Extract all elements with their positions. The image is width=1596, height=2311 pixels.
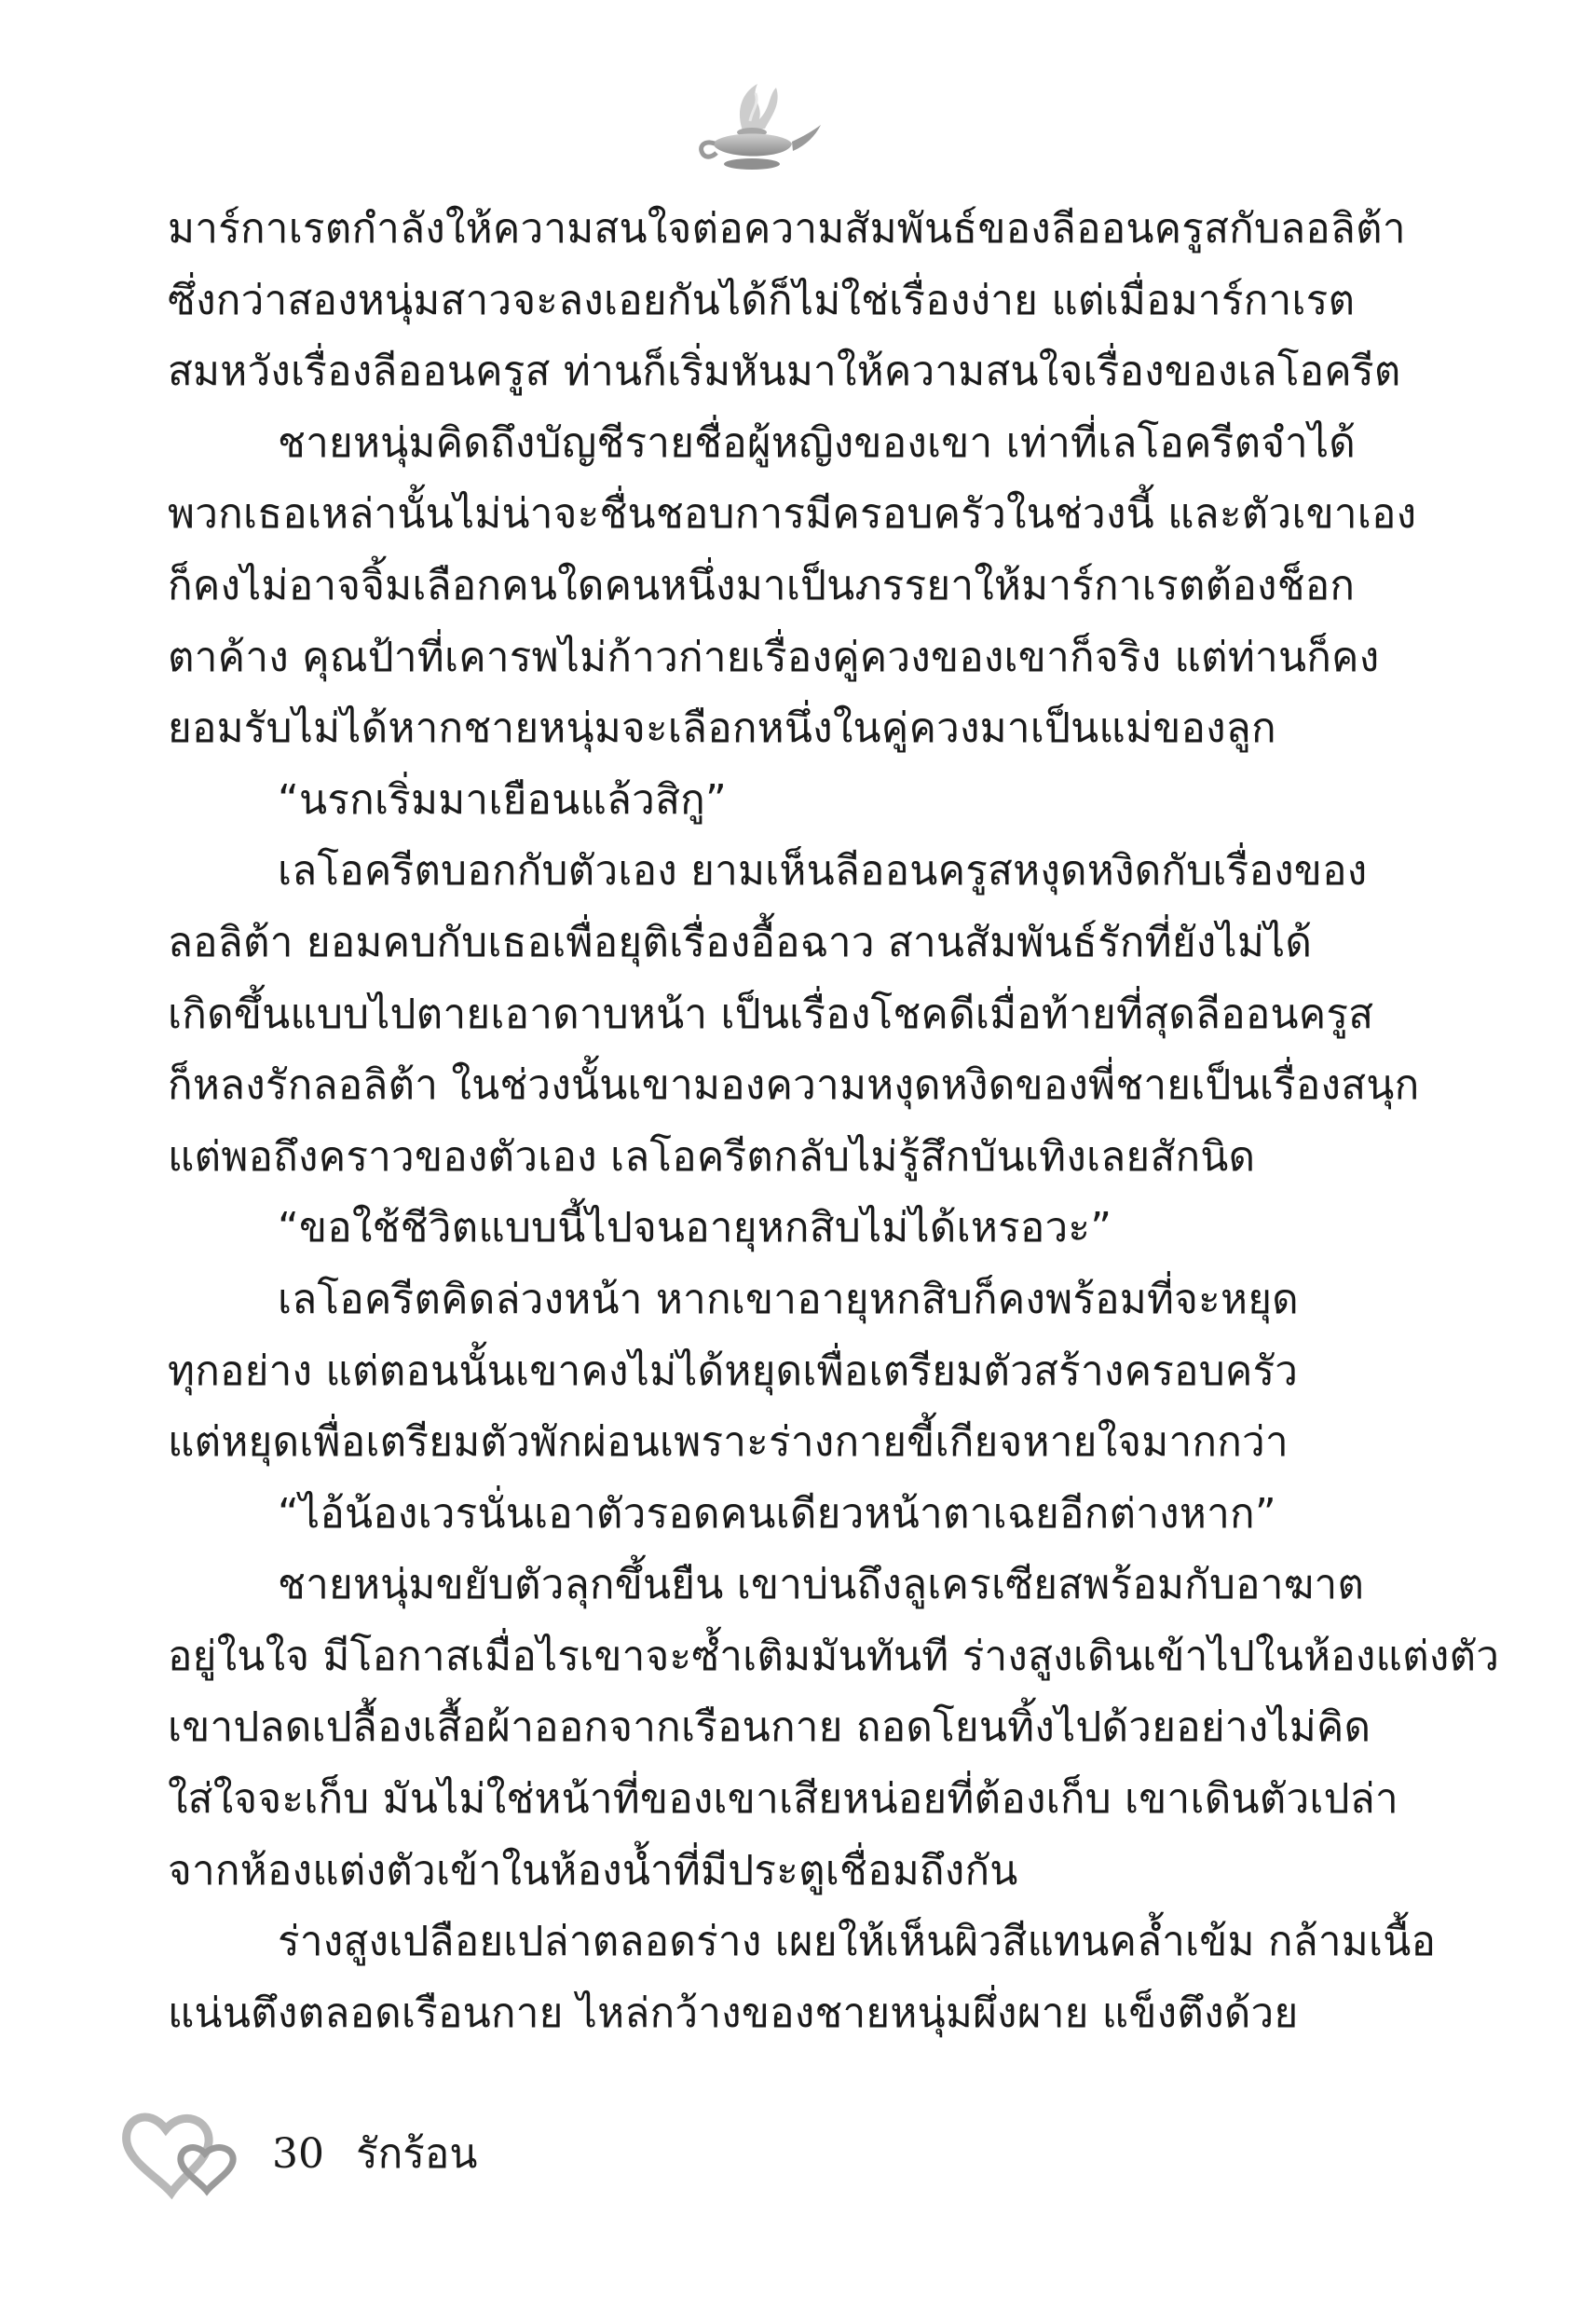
text-line: ก็หลงรักลอลิต้า ในช่วงนั้นเขามองความหงุดหงิดของพี่ชายเป็นเรื่องสนุก	[168, 1061, 1420, 1110]
text-line: มาร์กาเรตกำลังให้ความสนใจต่อความสัมพันธ์ของลีออนครูสกับลอลิต้า	[168, 205, 1406, 253]
text-line: ตาค้าง คุณป้าที่เคารพไม่ก้าวก่ายเรื่องคู่ควงของเขาก็จริง แต่ท่านก็คง	[168, 633, 1380, 681]
text-line: ก็คงไม่อาจจิ้มเลือกคนใดคนหนึ่งมาเป็นภรรยาให้มาร์กาเรตต้องช็อก	[168, 561, 1356, 609]
text-line: จากห้องแต่งตัวเข้าในห้องน้ำที่มีประตูเชื่อมถึงกัน	[168, 1846, 1018, 1894]
text-line: พวกเธอเหล่านั้นไม่น่าจะชื่นชอบการมีครอบครัวในช่วงนี้ และตัวเขาเอง	[168, 490, 1417, 539]
book-title: รักร้อน	[356, 2130, 478, 2178]
lamp-ornament-icon	[685, 75, 825, 177]
text-line: แน่นตึงตลอดเรือนกาย ไหล่กว้างของชายหนุ่มผึ่งผาย แข็งตึงด้วย	[168, 1989, 1299, 2037]
text-line: อยู่ในใจ มีโอกาสเมื่อไรเขาจะซ้ำเติมมันทันที ร่างสูงเดินเข้าไปในห้องแต่งตัว	[168, 1632, 1500, 1680]
text-line: ชายหนุ่มขยับตัวลุกขึ้นยืน เขาบ่นถึงลูเครเซียสพร้อมกับอาฆาต	[278, 1561, 1365, 1609]
text-line: “นรกเริ่มมาเยือนแล้วสิกู”	[278, 775, 727, 824]
text-line: เลโอครีตบอกกับตัวเอง ยามเห็นลีออนครูสหงุดหงิดกับเรื่องของ	[278, 847, 1368, 896]
text-line: ยอมรับไม่ได้หากชายหนุ่มจะเลือกหนึ่งในคู่ควงมาเป็นแม่ของลูก	[168, 704, 1276, 753]
text-line: เกิดขึ้นแบบไปตายเอาดาบหน้า เป็นเรื่องโชคดีเมื่อท้ายที่สุดลีออนครูส	[168, 990, 1374, 1038]
text-line: เลโอครีตคิดล่วงหน้า หากเขาอายุหกสิบก็คงพร้อมที่จะหยุด	[278, 1275, 1299, 1323]
text-line: “ไอ้น้องเวรนั่นเอาตัวรอดคนเดียวหน้าตาเฉยอีกต่างหาก”	[278, 1489, 1276, 1538]
text-line: แต่หยุดเพื่อเตรียมตัวพักผ่อนเพราะร่างกายขี้เกียจหายใจมากกว่า	[168, 1418, 1289, 1467]
hearts-icon	[121, 2101, 252, 2204]
text-line: เขาปลดเปลื้องเสื้อผ้าออกจากเรือนกาย ถอดโยนทิ้งไปด้วยอย่างไม่คิด	[168, 1703, 1371, 1752]
body-text	[168, 194, 1500, 2049]
text-line: ชายหนุ่มคิดถึงบัญชีรายชื่อผู้หญิงของเขา เท่าที่เลโอครีตจำได้	[278, 418, 1357, 467]
text-line: ลอลิต้า ยอมคบกับเธอเพื่อยุติเรื่องอื้อฉาว สานสัมพันธ์รักที่ยังไม่ได้	[168, 918, 1313, 966]
text-line: ใส่ใจจะเก็บ มันไม่ใช่หน้าที่ของเขาเสียหน่อยที่ต้องเก็บ เขาเดินตัวเปล่า	[168, 1775, 1398, 1824]
text-line: สมหวังเรื่องลีออนครูส ท่านก็เริ่มหันมาให้ความสนใจเรื่องของเลโอครีต	[168, 348, 1401, 396]
text-line: ทุกอย่าง แต่ตอนนั้นเขาคงไม่ได้หยุดเพื่อเตรียมตัวสร้างครอบครัว	[168, 1347, 1299, 1395]
text-line: ซึ่งกว่าสองหนุ่มสาวจะลงเอยกันได้ก็ไม่ใช่เรื่องง่าย แต่เมื่อมาร์กาเรต	[168, 276, 1356, 324]
text-line: ร่างสูงเปลือยเปล่าตลอดร่าง เผยให้เห็นผิวสีแทนคล้ำเข้ม กล้ามเนื้อ	[278, 1918, 1437, 1966]
page-number: 30	[272, 2130, 324, 2178]
text-line: แต่พอถึงคราวของตัวเอง เลโอครีตกลับไม่รู้สึกบันเทิงเลยสักนิด	[168, 1132, 1256, 1181]
text-line: “ขอใช้ชีวิตแบบนี้ไปจนอายุหกสิบไม่ได้เหรอวะ”	[278, 1204, 1112, 1252]
page-footer	[272, 2121, 477, 2186]
